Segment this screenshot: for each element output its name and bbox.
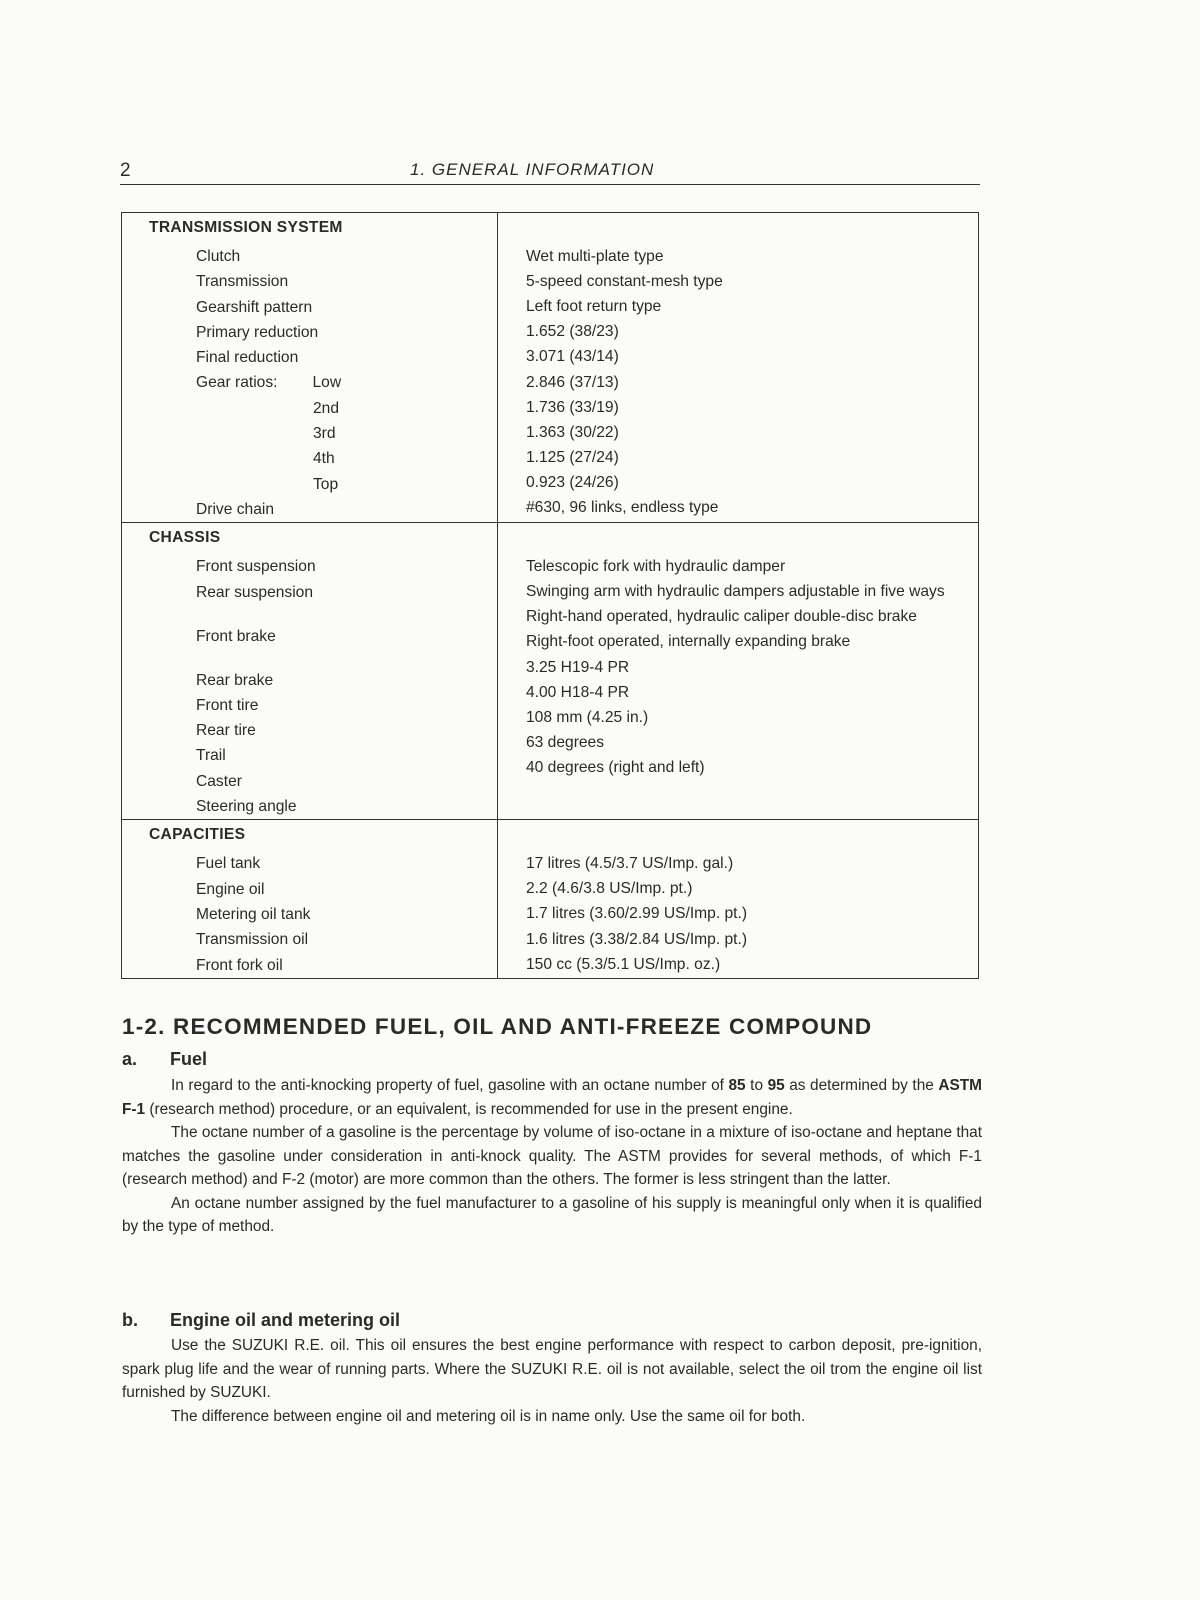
spec-label: Rear suspension bbox=[196, 583, 314, 601]
page-number: 2 bbox=[120, 160, 131, 181]
gear-sublabel: 3rd bbox=[313, 425, 336, 443]
paragraph: An octane number assigned by the fuel manufacturer to a gasoline of his supply is meaningful only when it is qualified by the type of method. bbox=[122, 1194, 982, 1235]
subsection-letter: a. bbox=[122, 1049, 138, 1069]
spec-value: 1.736 (33/19) bbox=[526, 398, 619, 416]
value-column bbox=[498, 213, 979, 523]
section-transmission bbox=[122, 213, 979, 523]
spec-label: Transmission oil bbox=[196, 931, 309, 949]
label-column bbox=[122, 213, 498, 523]
page-header bbox=[120, 158, 980, 185]
spec-value: 2.2 (4.6/3.8 US/Imp. pt.) bbox=[526, 880, 693, 898]
spec-value: 1.652 (38/23) bbox=[526, 323, 619, 341]
spec-label: Gearshift pattern bbox=[196, 298, 313, 316]
spec-value: 3.071 (43/14) bbox=[526, 348, 619, 366]
spec-value: 3.25 H19-4 PR bbox=[526, 658, 630, 676]
gear-sublabel: Top bbox=[313, 475, 339, 493]
subsection-title: Fuel bbox=[170, 1049, 208, 1069]
spec-label: Primary reduction bbox=[196, 323, 319, 341]
spec-label: Front tire bbox=[196, 696, 259, 714]
section-heading: 1-2. RECOMMENDED FUEL, OIL AND ANTI-FREEZE COMPOUND bbox=[122, 1014, 873, 1039]
spec-value: 40 degrees (right and left) bbox=[526, 759, 705, 777]
spec-value: 5-speed constant-mesh type bbox=[526, 272, 723, 290]
engine-oil-heading bbox=[122, 1310, 400, 1331]
spec-label: Engine oil bbox=[196, 880, 265, 898]
paragraph: The difference between engine oil and metering oil is in name only. Use the same oil for both. bbox=[171, 1407, 806, 1425]
spec-label: Fuel tank bbox=[196, 855, 261, 873]
spec-value: 1.6 litres (3.38/2.84 US/Imp. pt.) bbox=[526, 930, 748, 948]
spec-label: Gear ratios: bbox=[196, 374, 278, 392]
subsection-title: Engine oil and metering oil bbox=[170, 1310, 401, 1330]
subsection-letter: b. bbox=[122, 1310, 138, 1330]
paragraph: Use the SUZUKI R.E. oil. This oil ensures the best engine performance with respect to carbon deposit, pre-ignition, spark plug life and the wear of running parts. Where the SUZUKI R.E. oil is not available, select the oil trom the engine oil list furnished by SUZUKI. bbox=[122, 1337, 982, 1401]
spec-label: Caster bbox=[196, 772, 242, 790]
fuel-text bbox=[122, 1074, 982, 1239]
gear-ratio-row bbox=[122, 370, 497, 395]
spec-label: Front brake bbox=[196, 627, 276, 645]
engine-oil-text bbox=[122, 1334, 982, 1428]
spec-value: 1.7 litres (3.60/2.99 US/Imp. pt.) bbox=[526, 905, 748, 923]
spec-value: 108 mm (4.25 in.) bbox=[526, 708, 649, 726]
spec-label: Final reduction bbox=[196, 349, 299, 367]
spec-label: Rear brake bbox=[196, 671, 274, 689]
spec-label: Trail bbox=[196, 747, 226, 765]
spec-value: 0.923 (24/26) bbox=[526, 474, 619, 492]
label-column bbox=[122, 820, 498, 978]
spec-value: Right-hand operated, hydraulic caliper double-disc brake bbox=[526, 608, 917, 626]
spec-value: 2.846 (37/13) bbox=[526, 373, 619, 391]
value-column bbox=[498, 523, 979, 820]
spec-label: Front suspension bbox=[196, 558, 316, 576]
spec-label: Front fork oil bbox=[196, 956, 283, 974]
spec-value: Left foot return type bbox=[526, 297, 662, 315]
chapter-title: 1. GENERAL INFORMATION bbox=[410, 160, 655, 179]
spec-value: 4.00 H18-4 PR bbox=[526, 683, 630, 701]
spec-value: #630, 96 links, endless type bbox=[526, 499, 719, 517]
spec-value: 150 cc (5.3/5.1 US/Imp. oz.) bbox=[526, 955, 721, 973]
spec-label: Rear tire bbox=[196, 722, 256, 740]
spec-value: 63 degrees bbox=[526, 734, 605, 752]
gear-sublabel: 4th bbox=[313, 450, 335, 468]
gear-sublabel: 2nd bbox=[313, 399, 340, 417]
spec-value: 17 litres (4.5/3.7 US/Imp. gal.) bbox=[526, 854, 734, 872]
spec-label: Transmission bbox=[196, 273, 289, 291]
paragraph: In regard to the anti-knocking property of fuel, gasoline with an octane number of 85 to 95 as determined by the ASTM F-1 (research method) procedure, or an equivalent, is recommended for use in the present engine. bbox=[122, 1077, 982, 1118]
specifications-table bbox=[121, 212, 979, 979]
spec-value: Right-foot operated, internally expanding brake bbox=[526, 633, 851, 651]
spec-value: Telescopic fork with hydraulic damper bbox=[526, 557, 786, 575]
spec-value: Wet multi-plate type bbox=[526, 247, 664, 265]
spec-value: 1.363 (30/22) bbox=[526, 423, 619, 441]
fuel-heading bbox=[122, 1049, 207, 1070]
label-column bbox=[122, 523, 498, 820]
gear-sublabel: Low bbox=[312, 374, 342, 392]
section-title: CHASSIS bbox=[149, 529, 221, 547]
spec-label: Drive chain bbox=[196, 500, 274, 518]
value-column bbox=[498, 820, 979, 978]
section-title: CAPACITIES bbox=[149, 826, 246, 844]
section-capacities bbox=[122, 820, 979, 978]
section-title: TRANSMISSION SYSTEM bbox=[149, 219, 343, 236]
spec-label: Steering angle bbox=[196, 798, 297, 816]
spec-label: Metering oil tank bbox=[196, 905, 311, 923]
paragraph: The octane number of a gasoline is the percentage by volume of iso-octane in a mixture of iso-octane and heptane that matches the gasoline under consideration in anti-knock quality. The ASTM provides for several methods, of which F-1 (research method) and F-2 (motor) are more common than the others. The former is less stringent than the latter. bbox=[122, 1124, 982, 1188]
spec-value: Swinging arm with hydraulic dampers adjustable in five ways bbox=[526, 583, 945, 601]
spec-value: 1.125 (27/24) bbox=[526, 449, 619, 467]
section-chassis bbox=[122, 523, 979, 820]
spec-label: Clutch bbox=[196, 248, 241, 265]
